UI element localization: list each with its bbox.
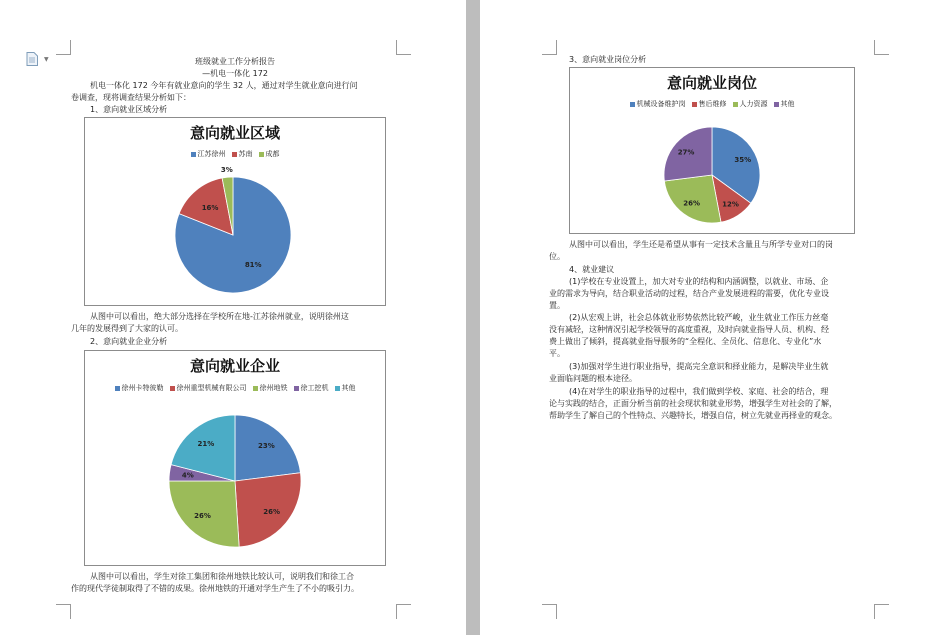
pie-data-label: 26% [683,199,701,208]
legend-label: 成都 [265,150,280,158]
paragraph-line: 从图中可以看出，绝大部分选择在学校所在地-江苏徐州就业，说明徐州这 [90,312,349,321]
section-heading: 2、意向就业企业分析 [90,337,168,346]
paragraph-line: (3)加强对学生进行职业指导，提高完全意识和择业能力，是解决毕业生就 [569,362,829,371]
paragraph-line: 卷调查，现将调查结果分析如下： [71,93,191,102]
pie-data-label: 26% [263,507,280,516]
legend-label: 徐州地铁 [259,384,288,392]
paragraph-line: 业面临问题的根本途径。 [549,374,637,383]
report-subtitle: —机电一体化 172 [202,69,268,78]
paragraph-line: (1)学校在专业设置上，加大对专业的结构和内涵调整，以就业、市场、企 [569,277,829,286]
legend-label: 徐州重型机械有限公司 [176,384,247,392]
crop-mark [396,40,411,55]
chart-title: 意向就业企业 [189,357,280,375]
paragraph-line: 机电一体化 172 今年有就业意向的学生 32 人，通过对学生就业意向进行问 [90,81,358,90]
paragraph-line: 位。 [549,252,565,261]
section-heading: 4、就业建议 [569,265,615,274]
paragraph-line: 没有减轻，这种情况引起学校领导的高度重视，及时向就业指导人员、机构、经 [549,325,829,334]
pie-data-label: 21% [197,439,215,448]
pie-data-label: 26% [194,512,211,521]
paragraph-line: 论与实践的结合，正面分析当前的社会现状和就业形势，增强学生对社会的了解， [549,399,837,408]
pie-data-label: 3% [220,165,233,174]
pie-data-label: 27% [677,148,695,157]
paragraph-line: 平。 [549,349,565,358]
paragraph-line: (2)从宏观上讲，社会总体就业形势依然比较严峻，业生就业工作压力丝毫 [569,313,829,322]
section-heading: 1、意向就业区域分析 [90,105,168,114]
chart-position [569,67,855,234]
paragraph-line: 业的需求为导向，结合职业活动的过程，结合产业发展进程的需要，优化专业设 [549,289,829,298]
paragraph-line: 从图中可以看出，学生还是希望从事有一定技术含量且与所学专业对口的岗 [569,240,833,249]
legend-label: 苏南 [238,150,253,158]
paragraph-line: 费上做出了倾斜，提高就业指导服务的“全程化、全员化、信息化、专业化”水 [549,337,822,346]
document-page-left [0,0,466,635]
legend-label: 其他 [780,100,795,108]
legend-label: 江苏徐州 [197,150,226,158]
pie-data-label: 81% [244,261,262,270]
document-icon[interactable] [26,52,38,66]
chart-region [84,117,386,306]
paragraph-line: 作的现代学徒制取得了不错的成果。徐州地铁的开通对学生产生了不小的吸引力。 [71,584,359,593]
report-title: 班级就业工作分析报告 [195,57,275,66]
pie-data-label: 23% [258,441,275,450]
section-heading: 3、意向就业岗位分析 [569,55,647,64]
crop-mark [542,40,557,55]
legend-label: 徐工挖机 [300,384,329,392]
crop-mark [874,40,889,55]
pie-chart-enterprise [85,351,385,565]
paragraph-line: 几年的发展得到了大家的认可。 [71,324,183,333]
crop-mark [56,604,71,619]
crop-mark [56,40,71,55]
paragraph-line: 置。 [549,301,565,310]
legend-label: 人力资源 [739,100,768,108]
legend-label: 机械设备维护岗 [636,100,686,108]
page-gutter [466,0,480,635]
paragraph-line: 帮助学生了解自己的个性特点、兴趣特长，增强自信，树立先就业再择业的观念。 [549,411,837,420]
legend-label: 售后维修 [698,100,727,108]
paragraph-line: (4)在对学生的职业指导的过程中，我们做到学校、家庭、社会的结合，理 [569,387,829,396]
pie-chart-position [570,68,854,233]
crop-mark [396,604,411,619]
pie-data-label: 4% [181,471,194,480]
chart-title: 意向就业区域 [189,124,280,142]
crop-mark [542,604,557,619]
legend-label: 徐州卡特彼勒 [121,384,164,392]
crop-mark [874,604,889,619]
document-page-right [480,0,944,635]
legend-label: 其他 [341,384,356,392]
pie-chart-region [85,118,385,305]
chart-title: 意向就业岗位 [666,74,757,92]
pie-data-label: 16% [201,203,219,212]
chart-enterprise [84,350,386,566]
chevron-down-icon[interactable]: ▼ [44,56,49,63]
paragraph-line: 从图中可以看出，学生对徐工集团和徐州地铁比较认可，说明我们和徐工合 [90,572,354,581]
pie-data-label: 12% [722,200,739,209]
pie-data-label: 35% [734,155,752,164]
